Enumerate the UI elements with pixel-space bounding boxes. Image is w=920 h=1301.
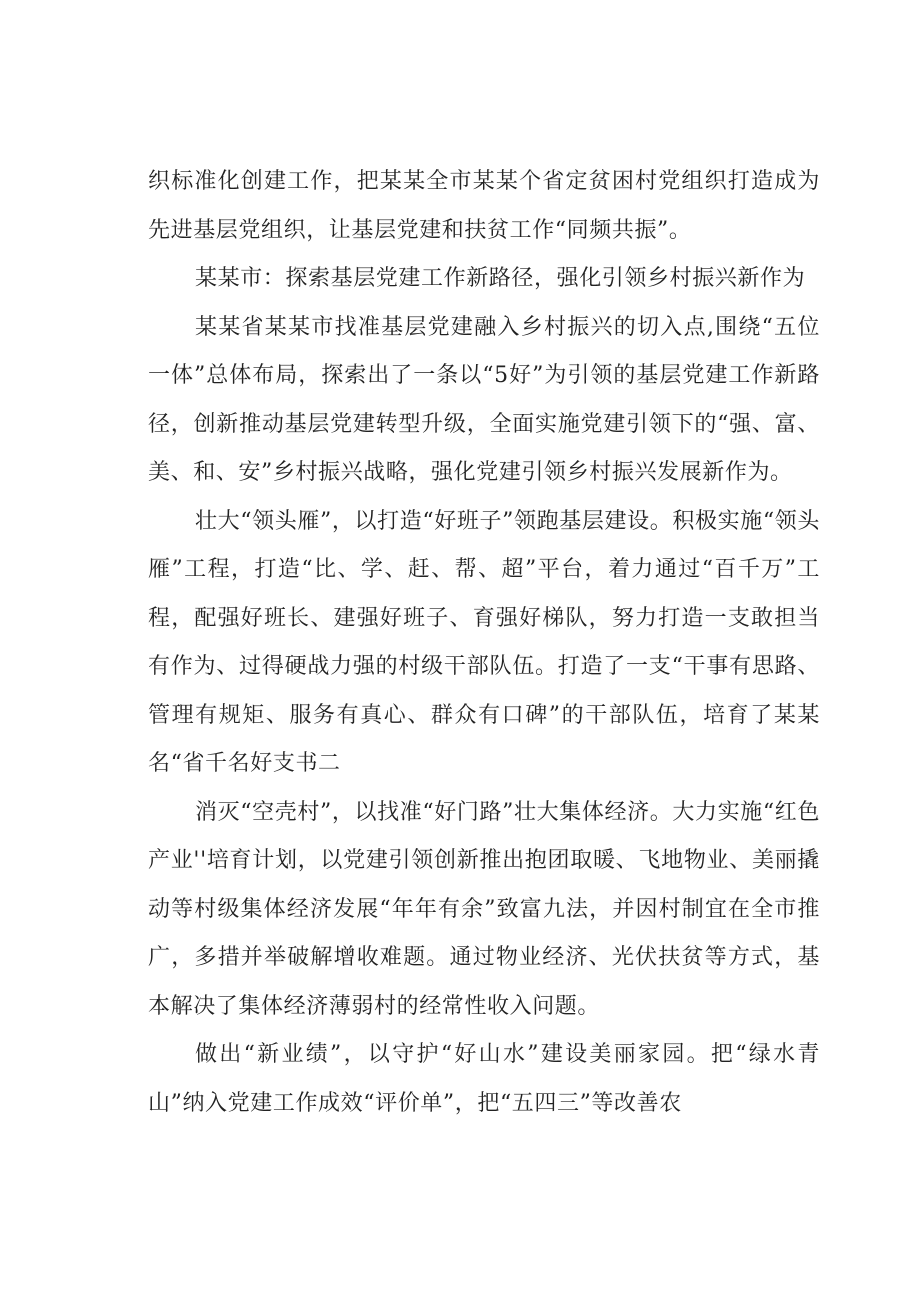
paragraph-leading-geese: 壮大“领头雁”，以打造“好班子”领跑基层建设。积极实施“领头雁”工程，打造“比、学、赶、帮、超”平台，着力通过“百千万”工程，配强好班长、建强好班子、育强好梯队，努力打造一支敢担当有作为、过得硬战力强的村级干部队伍。打造了一支“干事有思路、管理有规矩、服务有真心、群众有口碑”的干部队伍，培育了某某名“省千名好支书二 bbox=[148, 508, 820, 776]
paragraph-continuation: 织标准化创建工作，把某某全市某某个省定贫困村党组织打造成为先进基层党组织，让基层党建和扶贫工作“同频共振”。 bbox=[148, 169, 820, 243]
paragraph-empty-shell-village: 消灭“空壳村”，以找准“好门路”壮大集体经济。大力实施“红色产业''培育计划，以党建引领创新推出抱团取暖、飞地物业、美丽撬动等村级集体经济发展“年年有余”致富九法，并因村制宜在全市推广，多措并举破解增收难题。通过物业经济、光伏扶贫等方式，基本解决了集体经济薄弱村的经常性收入问题。 bbox=[148, 799, 820, 1019]
paragraph-new-achievements: 做出“新业绩”，以守护“好山水”建设美丽家园。把“绿水青山”纳入党建工作成效“评价单”，把“五四三”等改善农 bbox=[148, 1042, 820, 1116]
document-body bbox=[148, 158, 820, 1128]
paragraph-intro: 某某省某某市找准基层党建融入乡村振兴的切入点,围绕“五位一体”总体布局，探索出了一条以“5好”为引领的基层党建工作新路径，创新推动基层党建转型升级，全面实施党建引领下的“强、富、美、和、安”乡村振兴战略，强化党建引领乡村振兴发展新作为。 bbox=[148, 314, 820, 485]
section-heading: 某某市：探索基层党建工作新路径，强化引领乡村振兴新作为 bbox=[195, 266, 806, 291]
